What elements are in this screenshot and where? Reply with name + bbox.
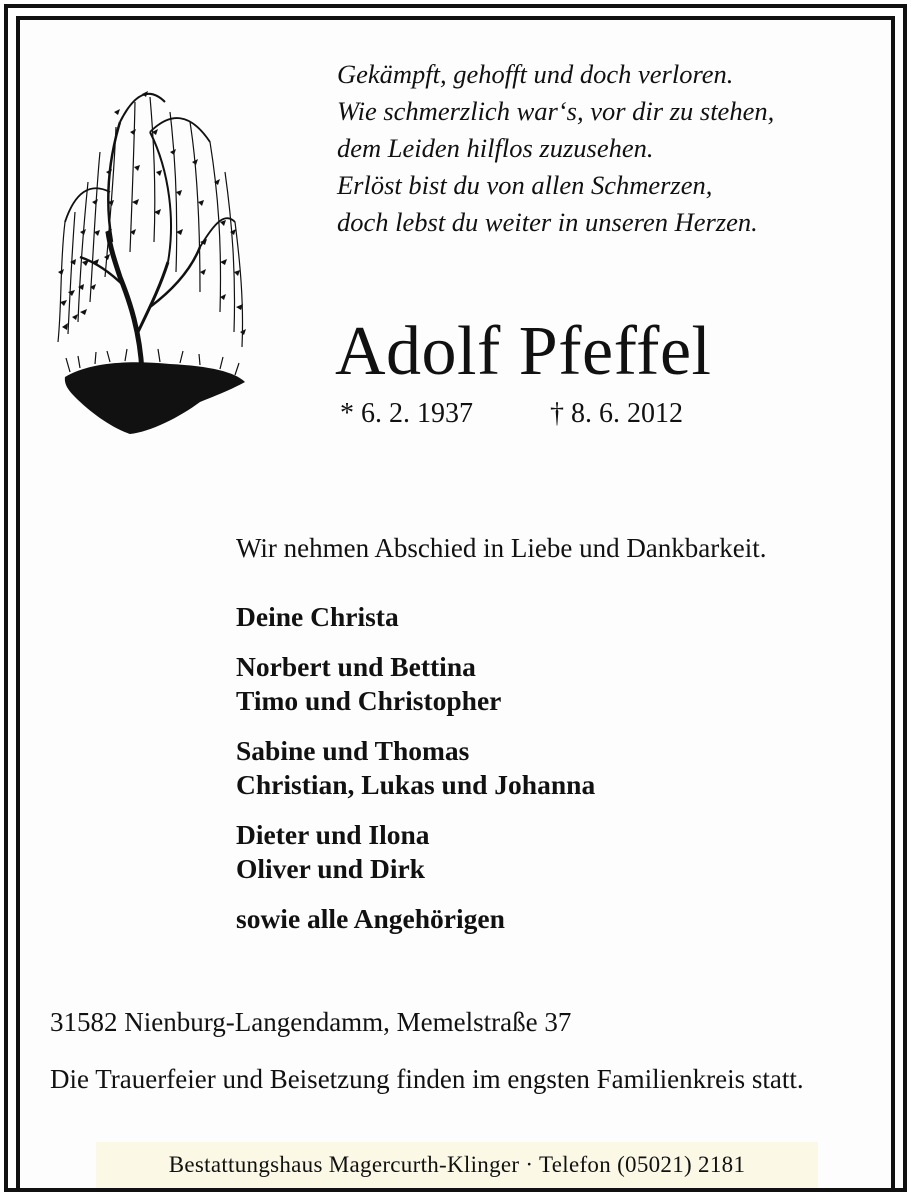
mourner-name: Sabine und Thomas: [236, 735, 470, 766]
mourner-name: Christian, Lukas und Johanna: [236, 769, 596, 800]
poem-line: Erlöst bist du von allen Schmerzen,: [337, 170, 713, 200]
mourner-group: [236, 600, 876, 634]
mourners-list: [236, 600, 876, 952]
poem-line: doch lebst du weiter in unseren Herzen.: [337, 207, 758, 237]
mourner-group: [236, 818, 876, 886]
mourner-name: Timo und Christopher: [236, 685, 502, 716]
mourner-name: Dieter und Ilona: [236, 819, 430, 850]
mourner-name: Deine Christa: [236, 601, 399, 632]
poem-line: Wie schmerzlich war‘s, vor dir zu stehen,: [337, 96, 775, 126]
mourner-name: Norbert und Bettina: [236, 651, 476, 682]
mourner-name: Oliver und Dirk: [236, 853, 425, 884]
weeping-willow-illustration: [50, 72, 250, 444]
mourner-group: [236, 902, 876, 936]
birth-date: * 6. 2. 1937: [340, 398, 473, 429]
farewell-line: Wir nehmen Abschied in Liebe und Dankbarkeit.: [236, 533, 767, 563]
service-note: Die Trauerfeier und Beisetzung finden im engsten Familienkreis statt.: [50, 1064, 804, 1094]
mourner-group: [236, 650, 876, 718]
death-date: † 8. 6. 2012: [550, 398, 683, 429]
family-address: 31582 Nienburg-Langendamm, Memelstraße 37: [50, 1007, 572, 1037]
funeral-home-footer: Bestattungshaus Magercurth-Klinger · Telefon (05021) 2181: [96, 1142, 818, 1188]
mourner-name: sowie alle Angehörigen: [236, 903, 505, 934]
mourner-group: [236, 734, 876, 802]
memorial-poem: [337, 56, 877, 241]
poem-line: dem Leiden hilflos zuzusehen.: [337, 133, 654, 163]
poem-line: Gekämpft, gehofft und doch verloren.: [337, 59, 734, 89]
deceased-name: Adolf Pfeffel: [335, 313, 712, 390]
